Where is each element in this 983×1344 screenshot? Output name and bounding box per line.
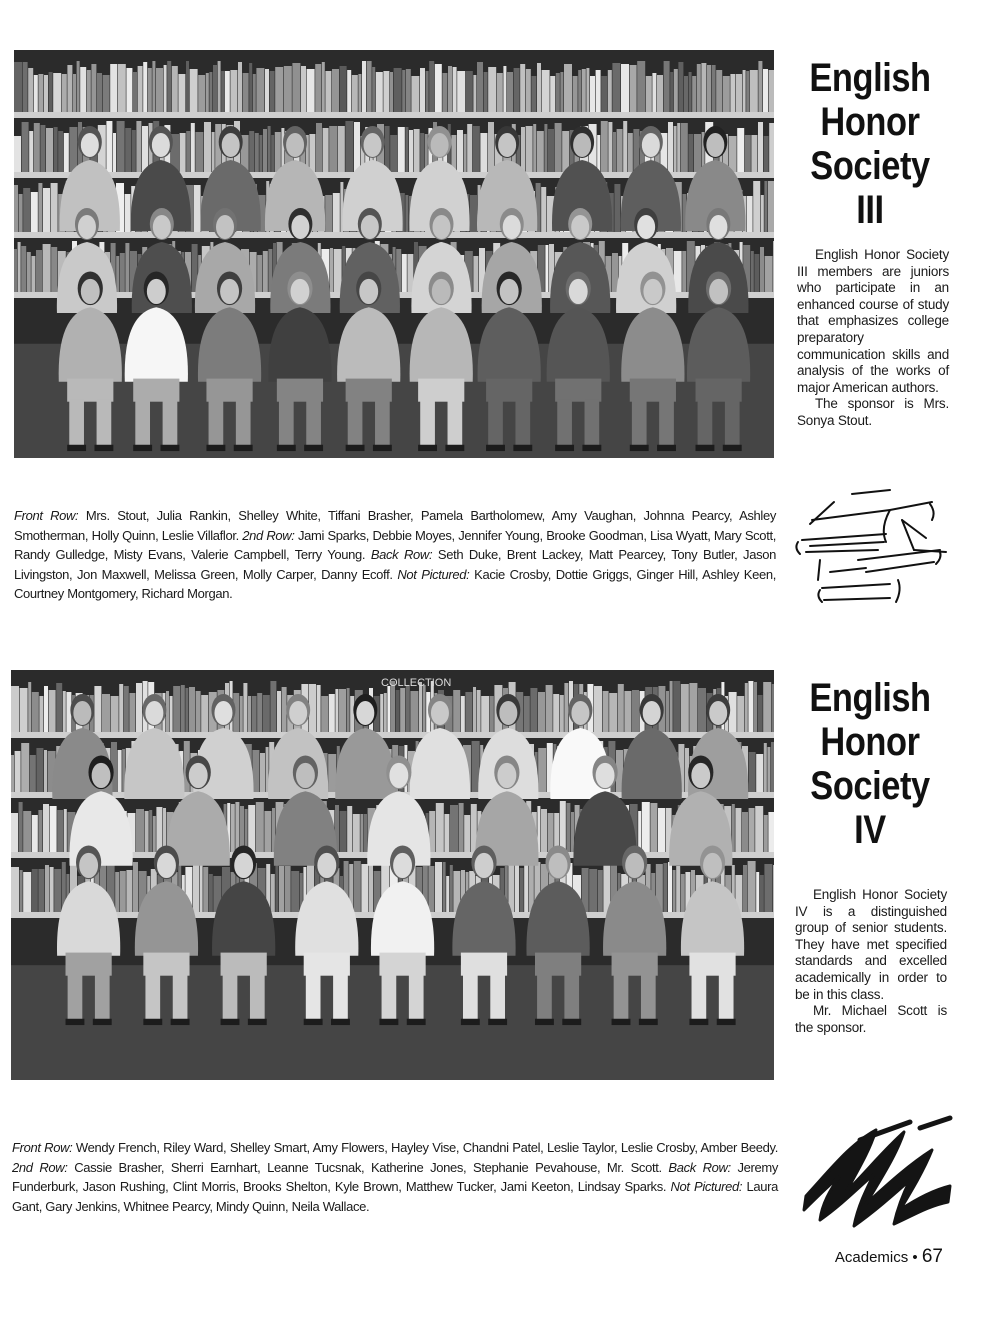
row-label: Back Row: [370,547,433,562]
row-label: Not Pictured: [397,566,470,582]
section-title-honor-society-iii [796,56,944,232]
title-line: English [809,56,931,100]
title-line: Society [810,764,930,808]
row-names: Jami Sparks, Debbie Moyes, Jennifer Young, Brooke Goodman, Lisa Wyatt, Mary Scott, Randy Gulledge, Misty Evans, Valerie Campbell, Terry Young. [14,527,776,562]
description-paragraph: English Honor Society IV is a distinguished group of senior students. They have met specified standards and excelled academically in order to be in this class. [795,887,947,1002]
row-label: Front Row: [14,508,79,523]
row-label: Not Pictured: [670,1179,743,1194]
sponsor-note: Mr. Michael Scott is the sponsor. [795,1003,947,1035]
title-line: IV [854,808,886,852]
bullet-icon: • [912,1249,918,1266]
title-line: Honor [820,100,920,144]
caption-honor-society-iii [14,506,776,604]
books-doodle-icon [790,480,950,620]
row-names: Jeremy Funderburk, Jason Rushing, Clint Morris, Brooks Shelton, Kyle Brown, Matthew Tucker, Jami Keeton, Lindsay Sparks. [12,1159,779,1194]
sponsor-note: The sponsor is Mrs. Sonya Stout. [797,396,949,428]
group-photo-honor-society-iii [14,50,774,458]
title-line: Honor [820,720,920,764]
library-sign-text: COLLECTION [381,677,452,689]
page-number: 67 [921,1246,943,1267]
description-paragraph: English Honor Society III members are juniors who participate in an enhanced course of study that emphasizes college preparatory communication skills and analysis of the works of major American authors. [797,247,949,395]
page-footer [835,1246,943,1268]
row-label: Front Row: [12,1140,73,1155]
section-title-honor-society-iv [796,676,944,852]
row-label: Back Row: [668,1159,731,1175]
title-line: III [856,188,884,232]
row-names: Seth Duke, Brent Lackey, Matt Pearcey, Tony Butler, Jason Livingston, Jon Maxwell, Melissa Green, Molly Carper, Danny Ecoff. [14,547,776,582]
row-names: Mrs. Stout, Julia Rankin, Shelley White, Tiffani Brasher, Pamela Bartholomew, Amy Vaughan, Johnna Pearcy, Ashley Smotherman, Holly Quinn, Leslie Villaflor. [14,508,776,543]
row-label: 2nd Row: [12,1159,68,1175]
footer-section: Academics [834,1249,909,1266]
row-names: Laura Gant, Gary Jenkins, Whitnee Pearcy, Mindy Quinn, Neila Wallace. [12,1179,779,1214]
row-names: Cassie Brasher, Sherri Earnhart, Leanne Tucsnak, Katherine Jones, Stephanie Pevahouse, Mr. Scott. [67,1159,669,1175]
title-line: English [809,676,931,720]
caption-honor-society-iv [12,1138,778,1216]
row-names: Kacie Crosby, Dottie Griggs, Ginger Hill, Ashley Keen, Courtney Montgomery, Richard Morgan. [14,566,777,601]
group-photo-honor-society-iv [11,670,774,1080]
row-names: Wendy French, Riley Ward, Shelley Smart, Amy Flowers, Hayley Vise, Chandni Patel, Leslie Taylor, Leslie Crosby, Amber Beedy. [72,1140,778,1155]
scribble-doodle-icon [800,1110,955,1230]
title-line: Society [810,144,930,188]
row-label: 2nd Row: [242,527,295,543]
description-honor-society-iii [797,247,949,430]
description-honor-society-iv [795,887,947,1036]
